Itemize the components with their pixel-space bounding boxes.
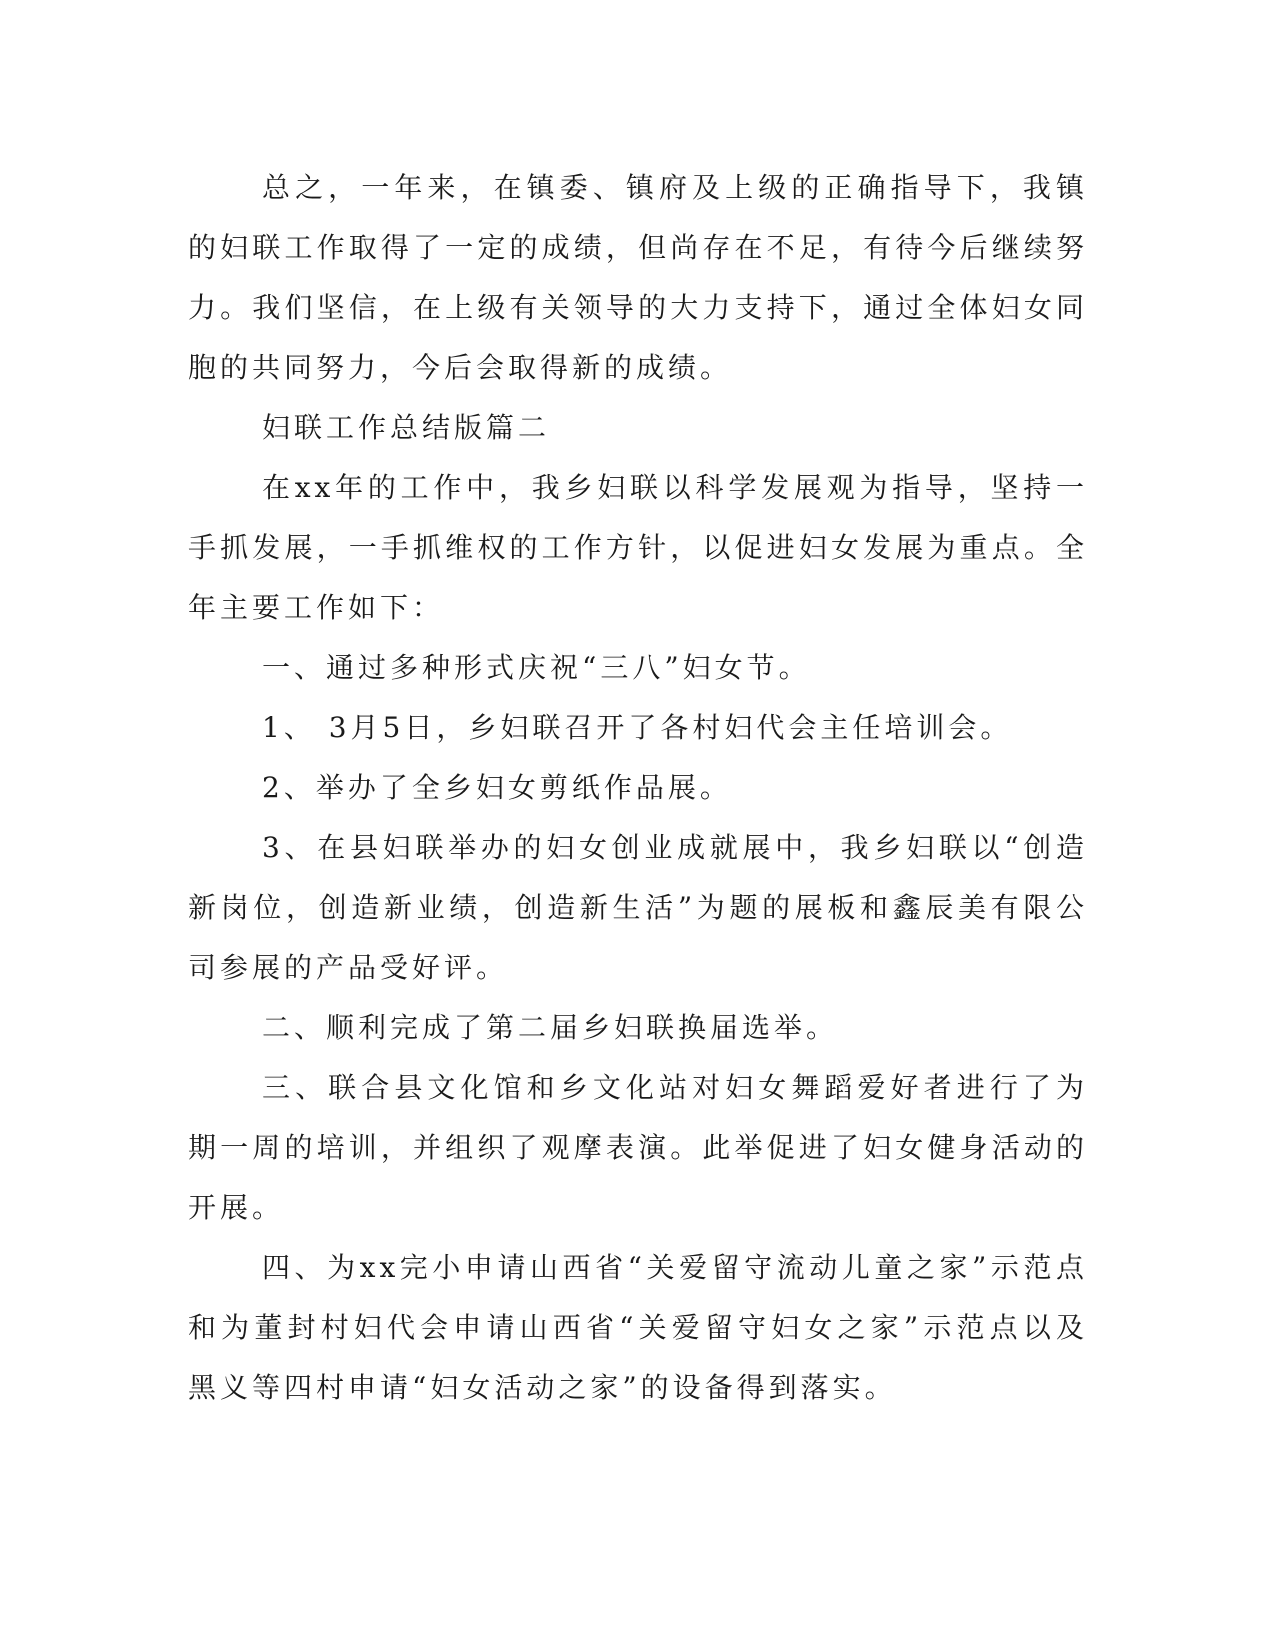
section-heading: 妇联工作总结版篇二 xyxy=(262,411,551,444)
paragraph-subitem-3: 3、在县妇联举办的妇女创业成就展中，我乡妇联以“创造新岗位，创造新业绩，创造新生活”为题的展板和鑫辰美有限公司参展的产品受好评。 xyxy=(188,831,1088,984)
paragraph-item-2: 二、顺利完成了第二届乡妇联换届选举。 xyxy=(262,1011,839,1044)
paragraph-summary: 总之，一年来，在镇委、镇府及上级的正确指导下，我镇的妇联工作取得了一定的成绩，但尚存在不足，有待今后继续努力。我们坚信，在上级有关领导的大力支持下，通过全体妇女同胞的共同努力，今后会取得新的成绩。 xyxy=(188,171,1088,384)
paragraph-item-4: 四、为xx完小申请山西省“关爱留守流动儿童之家”示范点和为董封村妇代会申请山西省“关爱留守妇女之家”示范点以及黑义等四村申请“妇女活动之家”的设备得到落实。 xyxy=(188,1251,1088,1404)
paragraph-item-3: 三、联合县文化馆和乡文化站对妇女舞蹈爱好者进行了为期一周的培训，并组织了观摩表演。此举促进了妇女健身活动的开展。 xyxy=(188,1071,1088,1224)
paragraph-item-1: 一、通过多种形式庆祝“三八”妇女节。 xyxy=(262,651,811,684)
paragraph-subitem-2: 2、举办了全乡妇女剪纸作品展。 xyxy=(262,771,732,804)
paragraph-subitem-1: 1、 3月5日，乡妇联召开了各村妇代会主任培训会。 xyxy=(262,711,1013,744)
paragraph-intro: 在xx年的工作中，我乡妇联以科学发展观为指导，坚持一手抓发展，一手抓维权的工作方针，以促进妇女发展为重点。全年主要工作如下： xyxy=(188,471,1088,624)
document-body xyxy=(188,158,1088,1418)
